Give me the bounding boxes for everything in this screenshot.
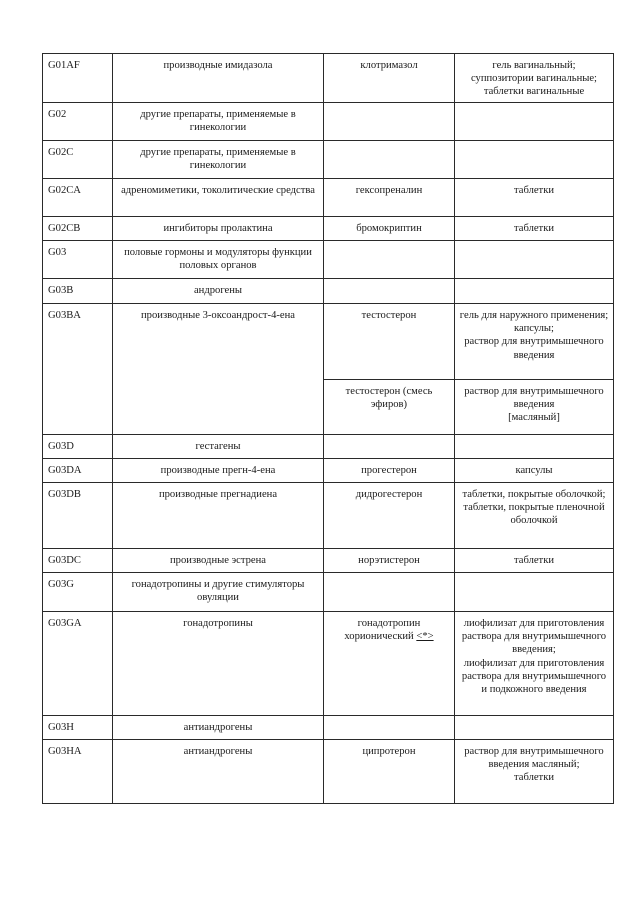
inn-text: норэтистерон <box>358 555 420 566</box>
inn-cell <box>324 304 455 380</box>
atc-code-cell: G01AF <box>43 54 113 103</box>
inn-cell <box>324 380 455 435</box>
atc-code-cell: G02CA <box>43 179 113 217</box>
dosage-form-line: гель для наружного применения; <box>459 310 609 321</box>
dosage-form-cell <box>455 241 614 279</box>
table-row <box>43 279 614 304</box>
atc-group-name-cell: гонадотропины и другие стимуляторы овуляции <box>113 573 324 612</box>
atc-group-name-cell: производные прегнадиена <box>113 483 324 549</box>
table-row <box>43 612 614 716</box>
dosage-form-line: таблетки, покрытые оболочкой; <box>462 489 606 500</box>
inn-cell <box>324 459 455 483</box>
dosage-form-cell <box>455 740 614 804</box>
table-body <box>43 54 614 804</box>
inn-cell <box>324 217 455 241</box>
dosage-form-cell <box>455 459 614 483</box>
table-row <box>43 103 614 141</box>
inn-cell <box>324 549 455 573</box>
table-row <box>43 549 614 573</box>
dosage-form-cell <box>455 573 614 612</box>
dosage-form-cell <box>455 435 614 459</box>
inn-cell <box>324 740 455 804</box>
dosage-form-cell <box>455 141 614 179</box>
dosage-form-line: раствор для внутримышечного введения <box>464 336 604 361</box>
table-row <box>43 435 614 459</box>
table-row <box>43 304 614 380</box>
inn-text: ципротерон <box>362 746 416 757</box>
atc-code-cell: G03 <box>43 241 113 279</box>
inn-cell <box>324 573 455 612</box>
dosage-form-line: лиофилизат для приготовления раствора для внутримышечного введения; <box>461 618 607 656</box>
dosage-form-line: таблетки <box>513 223 555 234</box>
inn-cell <box>324 483 455 549</box>
atc-group-name-cell: другие препараты, применяемые в гинекологии <box>113 103 324 141</box>
inn-text: тестостерон <box>361 310 417 321</box>
atc-group-name-cell: гестагены <box>113 435 324 459</box>
atc-group-name-cell: адреномиметики, токолитические средства <box>113 179 324 217</box>
dosage-form-cell <box>455 217 614 241</box>
atc-group-name-cell: антиандрогены <box>113 716 324 740</box>
dosage-form-cell <box>455 612 614 716</box>
dosage-form-line: таблетки <box>513 185 555 196</box>
inn-text: гексопреналин <box>355 185 423 196</box>
dosage-form-line: гель вагинальный; <box>492 60 576 71</box>
table-row <box>43 740 614 804</box>
inn-cell <box>324 612 455 716</box>
atc-code-cell: G02C <box>43 141 113 179</box>
table-row <box>43 141 614 179</box>
atc-group-name-cell: половые гормоны и модуляторы функции половых органов <box>113 241 324 279</box>
atc-code-cell: G02 <box>43 103 113 141</box>
footnote-link[interactable]: <*> <box>416 631 434 643</box>
dosage-form-cell <box>455 549 614 573</box>
dosage-form-line: таблетки вагинальные <box>483 86 585 98</box>
dosage-form-line: раствор для внутримышечного введения <box>464 386 604 411</box>
atc-code-cell: G03D <box>43 435 113 459</box>
dosage-form-line: таблетки <box>513 555 555 566</box>
inn-cell <box>324 279 455 304</box>
dosage-form-line: таблетки <box>513 772 555 784</box>
table-row <box>43 217 614 241</box>
atc-group-name-cell: ингибиторы пролактина <box>113 217 324 241</box>
atc-group-name-cell: производные имидазола <box>113 54 324 103</box>
dosage-form-cell <box>455 304 614 380</box>
atc-code-cell: G03B <box>43 279 113 304</box>
dosage-form-line: капсулы <box>515 465 553 476</box>
table-row <box>43 573 614 612</box>
inn-cell <box>324 179 455 217</box>
table-row <box>43 54 614 103</box>
inn-cell <box>324 241 455 279</box>
drug-classification-table <box>42 53 614 804</box>
inn-text: гонадотропин хорионический <box>344 618 421 643</box>
atc-code-cell: G03G <box>43 573 113 612</box>
atc-group-name-cell: производные прегн-4-ена <box>113 459 324 483</box>
dosage-form-line: [масляный] <box>508 412 560 424</box>
atc-group-name-cell: другие препараты, применяемые в гинекологии <box>113 141 324 179</box>
dosage-form-cell <box>455 483 614 549</box>
atc-group-name-cell: андрогены <box>113 279 324 304</box>
inn-text: прогестерон <box>361 465 417 476</box>
dosage-form-cell <box>455 179 614 217</box>
inn-cell <box>324 716 455 740</box>
atc-code-cell: G03HA <box>43 740 113 804</box>
atc-code-cell: G03DA <box>43 459 113 483</box>
inn-cell <box>324 435 455 459</box>
atc-group-name-cell: антиандрогены <box>113 740 324 804</box>
atc-group-name-cell: производные эстрена <box>113 549 324 573</box>
table-row <box>43 716 614 740</box>
inn-cell <box>324 103 455 141</box>
dosage-form-line: таблетки, покрытые пленочной оболочкой <box>463 502 605 527</box>
inn-cell <box>324 54 455 103</box>
atc-code-cell: G03DC <box>43 549 113 573</box>
atc-code-cell: G02CB <box>43 217 113 241</box>
dosage-form-line: суппозитории вагинальные; <box>470 73 597 85</box>
dosage-form-cell <box>455 716 614 740</box>
inn-text: дидрогестерон <box>355 489 423 500</box>
inn-cell <box>324 141 455 179</box>
dosage-form-line: раствор для внутримышечного введения масляный; <box>464 746 604 771</box>
table-row <box>43 459 614 483</box>
atc-code-cell: G03H <box>43 716 113 740</box>
atc-code-cell: G03BA <box>43 304 113 435</box>
table-row <box>43 483 614 549</box>
atc-code-cell: G03DB <box>43 483 113 549</box>
table-row <box>43 179 614 217</box>
inn-text: тестостерон (смесь эфиров) <box>345 386 433 411</box>
dosage-form-line: лиофилизат для приготовления раствора для внутримышечного и подкожного введения <box>461 657 607 696</box>
dosage-form-cell <box>455 103 614 141</box>
atc-group-name-cell: гонадотропины <box>113 612 324 716</box>
atc-code-cell: G03GA <box>43 612 113 716</box>
dosage-form-line: капсулы; <box>514 323 554 335</box>
inn-text: бромокриптин <box>356 223 422 234</box>
inn-text: клотримазол <box>360 60 418 71</box>
atc-group-name-cell: производные 3-оксоандрост-4-ена <box>113 304 324 435</box>
table-row <box>43 241 614 279</box>
dosage-form-cell <box>455 380 614 435</box>
dosage-form-cell <box>455 279 614 304</box>
dosage-form-cell <box>455 54 614 103</box>
